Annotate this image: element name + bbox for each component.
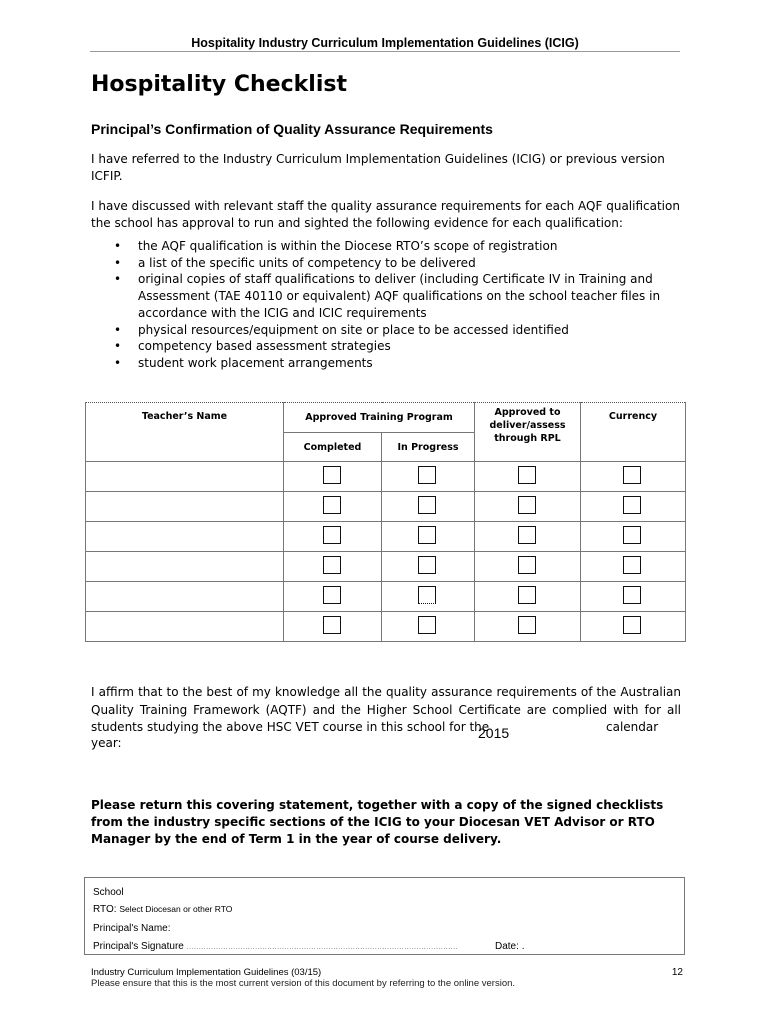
affirmation-text xyxy=(91,684,681,737)
rpl-checkbox[interactable] xyxy=(518,556,536,574)
approved-program-header: Approved Training Program xyxy=(284,403,475,433)
in-progress-header: In Progress xyxy=(382,433,475,462)
list-item: • a list of the specific units of competency to be delivered xyxy=(110,255,670,272)
date-label: Date: xyxy=(495,941,519,952)
signature-label: Principal's Signature xyxy=(93,941,184,952)
evidence-list xyxy=(110,238,670,372)
signature-line[interactable]: ............................................................................................................... xyxy=(186,944,459,951)
teacher-name-cell[interactable] xyxy=(86,582,284,612)
teacher-name-cell[interactable] xyxy=(86,492,284,522)
in-progress-checkbox[interactable] xyxy=(418,586,436,604)
rto-row xyxy=(93,904,232,915)
affirmation-line-3: students studying the above HSC VET course in this school for the xyxy=(91,720,490,734)
rpl-checkbox[interactable] xyxy=(518,586,536,604)
table-row xyxy=(86,552,686,582)
teacher-name-cell[interactable] xyxy=(86,462,284,492)
rpl-checkbox[interactable] xyxy=(518,466,536,484)
page-title: Hospitality Checklist xyxy=(91,72,347,97)
in-progress-checkbox[interactable] xyxy=(418,496,436,514)
rpl-header: Approved to deliver/assess through RPL xyxy=(475,403,581,462)
calendar-word: calendar xyxy=(606,720,659,734)
in-progress-checkbox[interactable] xyxy=(418,526,436,544)
table-row xyxy=(86,582,686,612)
list-item: • physical resources/equipment on site or place to be accessed identified xyxy=(110,322,670,339)
in-progress-checkbox[interactable] xyxy=(418,466,436,484)
rpl-checkbox[interactable] xyxy=(518,616,536,634)
footer-note: Please ensure that this is the most current version of this document by referring to the online version. xyxy=(91,978,516,989)
table-row xyxy=(86,612,686,642)
rpl-checkbox[interactable] xyxy=(518,496,536,514)
table-row xyxy=(86,522,686,552)
qualification-table xyxy=(85,402,686,642)
principal-signature-row xyxy=(93,941,458,952)
rto-label: RTO: xyxy=(93,904,117,915)
list-item: • the AQF qualification is within the Diocese RTO’s scope of registration xyxy=(110,238,670,255)
school-label: School xyxy=(93,887,124,898)
currency-checkbox[interactable] xyxy=(623,466,641,484)
completed-checkbox[interactable] xyxy=(323,496,341,514)
date-row xyxy=(495,941,524,952)
table-row xyxy=(86,462,686,492)
principal-name-field[interactable]: Principal's Name: xyxy=(93,923,171,934)
paragraph-referred: I have referred to the Industry Curriculum Implementation Guidelines (ICIG) or previous version ICFIP. xyxy=(91,152,665,183)
affirmation-line-1: I affirm that to the best of my knowledge all the quality assurance requirements of the Australian xyxy=(91,685,681,699)
section-subtitle: Principal’s Confirmation of Quality Assurance Requirements xyxy=(91,121,493,137)
footer-doc-name: Industry Curriculum Implementation Guidelines (03/15) xyxy=(91,967,322,978)
paragraph-discussed: I have discussed with relevant staff the quality assurance requirements for each AQF qualification the school has approval to run and sighted the following evidence for each qualification: xyxy=(91,199,680,230)
return-instructions: Please return this covering statement, together with a copy of the signed checklists from the industry specific sections of the ICIG to your Diocesan VET Advisor or RTO Manager by the end of Term 1 in the year of course delivery. xyxy=(91,798,664,846)
teacher-name-header: Teacher’s Name xyxy=(86,403,284,462)
completed-checkbox[interactable] xyxy=(323,526,341,544)
teacher-name-cell[interactable] xyxy=(86,612,284,642)
header-title: Hospitality Industry Curriculum Implementation Guidelines (ICIG) xyxy=(191,36,579,50)
in-progress-checkbox[interactable] xyxy=(418,556,436,574)
affirmation-line-2: Quality Training Framework (AQTF) and the Higher School Certificate are complied with for all xyxy=(91,702,681,717)
currency-header: Currency xyxy=(581,403,686,462)
completed-checkbox[interactable] xyxy=(323,466,341,484)
completed-header: Completed xyxy=(284,433,382,462)
list-item: • student work placement arrangements xyxy=(110,355,670,372)
currency-checkbox[interactable] xyxy=(623,496,641,514)
currency-checkbox[interactable] xyxy=(623,556,641,574)
date-field[interactable]: . xyxy=(521,941,525,952)
page-number: 12 xyxy=(671,967,683,978)
in-progress-checkbox[interactable] xyxy=(418,616,436,634)
completed-checkbox[interactable] xyxy=(323,616,341,634)
list-item: • original copies of staff qualifications to deliver (including Certificate IV in Training and Assessment (TAE 40110 or equivalent) AQF qualifications on the school teacher files in accordance with the ICIG and ICIC requirements xyxy=(110,271,670,321)
currency-checkbox[interactable] xyxy=(623,526,641,544)
currency-checkbox[interactable] xyxy=(623,616,641,634)
completed-checkbox[interactable] xyxy=(323,556,341,574)
teacher-name-cell[interactable] xyxy=(86,522,284,552)
list-item: • competency based assessment strategies xyxy=(110,338,670,355)
teacher-name-cell[interactable] xyxy=(86,552,284,582)
year-word: year: xyxy=(91,736,122,750)
school-details-box xyxy=(84,877,685,955)
table-row xyxy=(86,492,686,522)
calendar-year-field[interactable]: 2015 xyxy=(478,725,510,741)
completed-checkbox[interactable] xyxy=(323,586,341,604)
rpl-checkbox[interactable] xyxy=(518,526,536,544)
currency-checkbox[interactable] xyxy=(623,586,641,604)
rto-select[interactable]: Select Diocesan or other RTO xyxy=(119,904,233,914)
header-divider xyxy=(90,51,680,52)
